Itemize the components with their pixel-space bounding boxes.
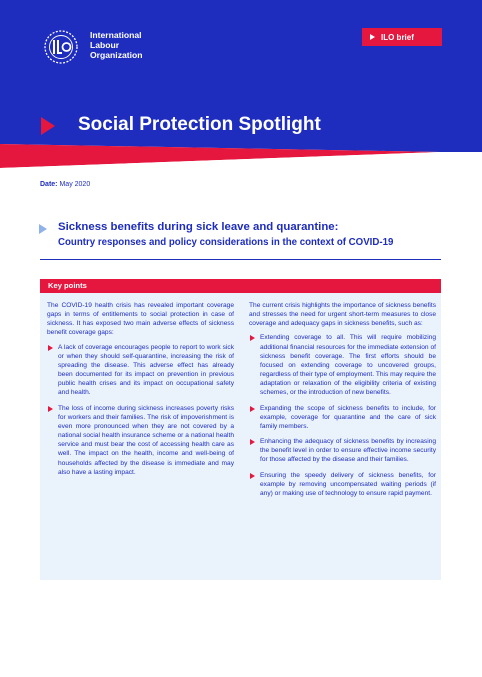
list-item-text: A lack of coverage encourages people to report to work sick or when they should self-quarantine, increasing the risk of spreading the disease. This adverse effect has already been documented for its impact on prevention in previous public health crises and its impact on occupational safety and health. (58, 343, 234, 397)
right-intro: The current crisis highlights the importance of sickness benefits and stresses the need for urgent short-term measures to close coverage and adequacy gaps in sickness benefits, such as: (249, 302, 436, 328)
divider (40, 259, 441, 260)
bullet-arrow-icon (48, 345, 53, 351)
left-intro: The COVID-19 health crisis has revealed important coverage gaps in terms of entitlements to social protection in case of sickness. It has exposed two main adverse effects of sickness benefit coverage gaps: (47, 302, 234, 337)
organization-name (90, 30, 143, 60)
list-item (47, 404, 234, 477)
subtitle-line-2: Country responses and policy considerations in the context of COVID-19 (58, 237, 394, 248)
list-item-text: Extending coverage to all. This will require mobilizing additional financial resources for the immediate extension of sickness benefit coverage. The first efforts should be focused on extending coverage to uncovered groups, regardless of their type of employment. This may require the adaptation or relaxation of the eligibility criteria of existing schemes, or the introduction of new benefits. (260, 334, 436, 397)
bullet-arrow-icon (250, 406, 255, 412)
document-subtitle (58, 220, 393, 250)
date-value: May 2020 (59, 181, 91, 188)
key-points-right-column (249, 301, 436, 504)
bullet-arrow-icon (250, 439, 255, 445)
list-item (249, 333, 436, 397)
bullet-arrow-icon (250, 473, 255, 479)
org-name-line: International (90, 30, 142, 40)
bullet-arrow-icon (48, 406, 53, 412)
org-name-line: Labour (90, 40, 120, 50)
title-arrow-icon (41, 117, 55, 135)
list-item (249, 437, 436, 464)
header-background (0, 0, 482, 168)
ilo-logo-icon (40, 28, 82, 66)
subtitle-line-1: Sickness benefits during sick leave and quarantine: (58, 221, 339, 233)
list-item (47, 343, 234, 398)
badge-label: ILO brief (381, 32, 414, 42)
ilo-brief-badge (362, 28, 442, 46)
list-item-text: Ensuring the speedy delivery of sickness benefits, for example by removing uncompensated waiting periods (if any) or making use of technology to ensure rapid payment. (260, 471, 436, 497)
org-name-line: Organization (90, 50, 143, 60)
subtitle-arrow-icon (39, 224, 47, 234)
play-icon (370, 34, 375, 40)
header-banner (0, 0, 482, 168)
list-item-text: Expanding the scope of sickness benefits to include, for example, coverage for quarantine and the care of sick family members. (260, 404, 436, 430)
page-title: Social Protection Spotlight (78, 114, 321, 135)
publication-date (40, 181, 90, 188)
bullet-arrow-icon (250, 335, 255, 341)
key-points-left-column (47, 301, 234, 483)
date-label: Date: (40, 181, 58, 188)
key-points-heading: Key points (40, 279, 441, 293)
list-item (249, 471, 436, 498)
list-item-text: The loss of income during sickness increases poverty risks for workers and their families. The risk of impoverishment is even more pronounced when they are not covered by a national social health insurance scheme or a national health service and must bear the cost of accessing health care as well. The impact on the health, income and well-being of households affected by the disease is immediate and may also have a lasting impact. (58, 404, 234, 476)
list-item (249, 404, 436, 431)
list-item-text: Enhancing the adequacy of sickness benefits by increasing the benefit level in order to ensure effective income security for those affected by the disease and their families. (260, 438, 436, 464)
